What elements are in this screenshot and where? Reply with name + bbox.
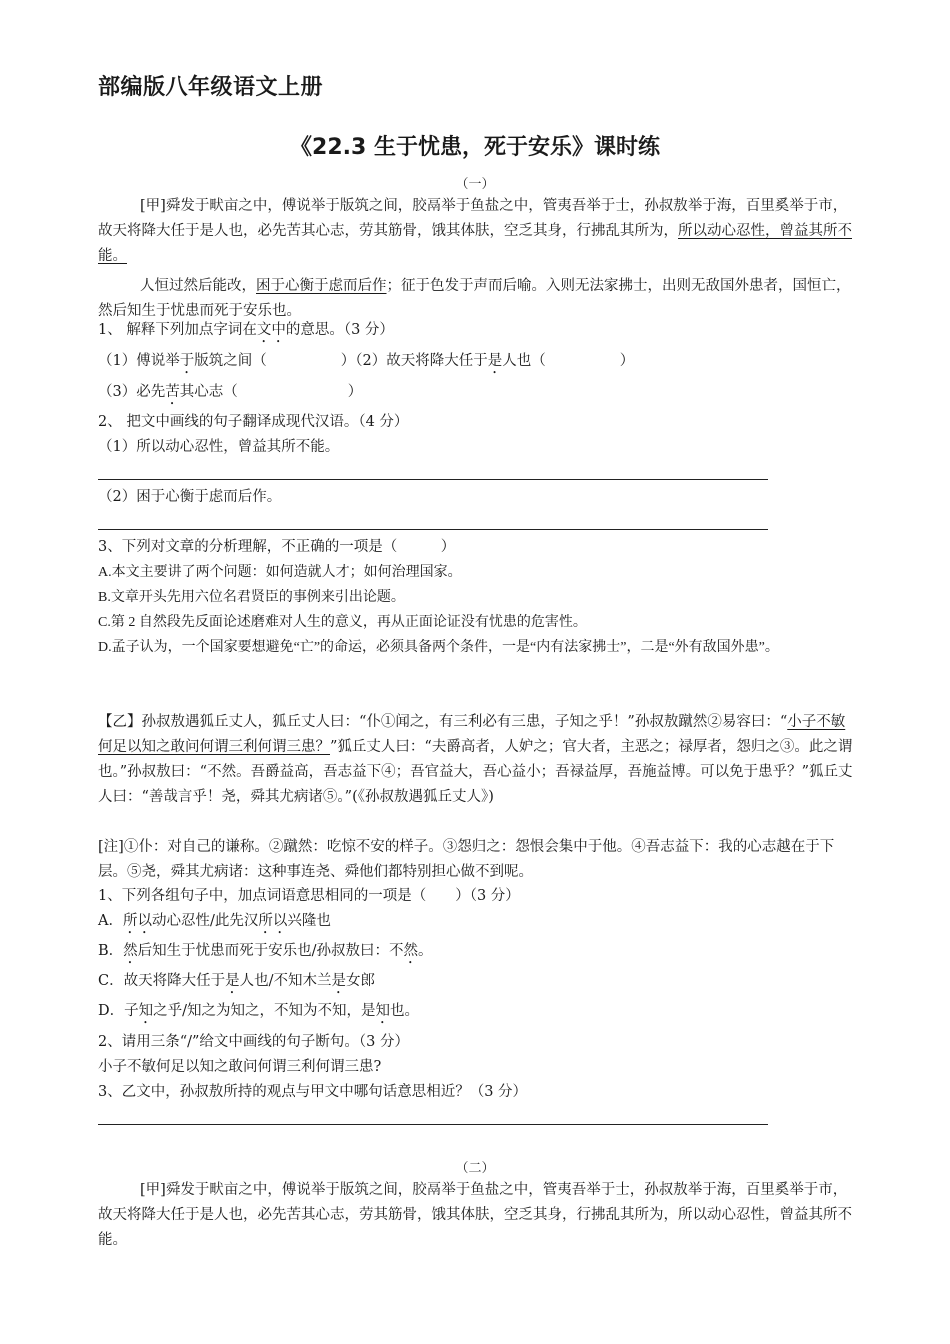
- yi-question-3-stem: 3、乙文中，孙叔敖所持的观点与甲文中哪句话意思相近？（3 分）: [98, 1084, 528, 1100]
- yi-question-2-sentence: 小子不敏何足以知之敢问何谓三利何谓三患?: [98, 1059, 382, 1075]
- underlined-sentence-1: 所以动心忍性，曾益其所不能。: [98, 223, 852, 264]
- question-3-option-b: B.文章开头先用六位名君贤臣的事例来引出论题。: [98, 590, 405, 605]
- passage-jia: [98, 194, 853, 324]
- yi-option-a: A．所以动心忍性/此先汉所以兴隆也: [98, 913, 331, 929]
- answer-line-3[interactable]: [98, 1124, 768, 1125]
- answer-line-1[interactable]: [98, 479, 768, 480]
- question-3-option-a: A.本文主要讲了两个问题：如何造就人才；如何治理国家。: [98, 565, 462, 580]
- answer-line-2[interactable]: [98, 529, 768, 530]
- yi-option-c: C．故天将降大任于是人也/不知木兰是女郎: [98, 973, 375, 989]
- question-2-item-2: （2）困于心衡于虑而后作。: [98, 489, 282, 505]
- lesson-title: 《22.3 生于忧患，死于安乐》课时练: [290, 135, 660, 160]
- underlined-sentence-yi: 小子不敏何足以知之敢问何谓三利何谓三患？: [98, 714, 846, 755]
- passage-yi: [98, 710, 853, 810]
- yi-question-1-stem: 1、下列各组句子中，加点词语意思相同的一项是（ ）（3 分）: [98, 888, 520, 904]
- question-3-stem: 3、下列对文章的分析理解，不正确的一项是（ ）: [98, 539, 456, 555]
- passage-text: [甲]舜发于畎亩之中，傅说举于版筑之间，胶鬲举于鱼盐之中，管夷吾举于士，孙叔敖举于海，百里奚举于市，故天将降大任于是人也，必先苦其心志，劳其筋骨，饿其体肤，空乏其身，行拂乱其所为，: [98, 198, 848, 239]
- passage-jia-paragraph-2: [98, 274, 853, 324]
- passage-text: ；征于色发于声而后喻。入则无法家拂士，出则无敌国外患者，国恒亡，然后知生于忧患而死于安乐也。: [98, 278, 851, 319]
- section-one-label: （一）: [455, 177, 495, 192]
- passage-yi-text: 【乙】孙叔敖遇狐丘丈人，狐丘丈人曰：“仆①闻之，有三利必有三患，子知之乎！”孙叔敖蹴然②易容曰：“小子不敏何足以知之敢问何谓三利何谓三患？”狐丘丈人曰：“夫爵高者，人妒之；官大者，主恶之；禄厚者，怨归之③。此之谓也。”孙叔敖曰：“不然。吾爵益高，吾志益下④；吾官益大，吾心益小；吾禄益厚，吾施益博。可以免于患乎？”狐丘丈人曰：“善哉言乎！尧，舜其尤病诸⑤。”(《孙叔敖遇狐丘丈人》): [98, 714, 853, 805]
- question-1-stem: 1、 解释下列加点字词在文中的意思。（3 分）: [98, 322, 394, 338]
- question-1-items-1-2: （1）傅说举于版筑之间（ ）（2）故天将降大任于是人也（ ）: [98, 353, 635, 369]
- passage-text: 人恒过然后能改，: [140, 278, 256, 294]
- question-3-option-c: C.第 2 自然段先反面论述磨难对人生的意义，再从正面论证没有忧患的危害性。: [98, 615, 587, 630]
- passage-jia-repeat-paragraph: [甲]舜发于畎亩之中，傅说举于版筑之间，胶鬲举于鱼盐之中，管夷吾举于士，孙叔敖举于海，百里奚举于市，故天将降大任于是人也，必先苦其心志，劳其筋骨，饿其体肤，空乏其身，行拂乱其所为，所以动心忍性，曾益其所不能。: [98, 1182, 852, 1248]
- question-2-item-1: （1）所以动心忍性，曾益其所不能。: [98, 439, 340, 455]
- yi-option-b: B．然后知生于忧患而死于安乐也/孙叔敖曰：不然。: [98, 943, 433, 959]
- passage-yi-notes: [注]①仆：对自己的谦称。②蹴然：吃惊不安的样子。③怨归之：怨恨会集中于他。④吾志益下：我的心志越在于下层。⑤尧，舜其尤病诸：这种事连尧、舜他们都特别担心做不到呢。: [98, 839, 835, 880]
- passage-jia-paragraph-1: [98, 194, 853, 269]
- question-2-stem: 2、 把文中画线的句子翻译成现代汉语。（4 分）: [98, 414, 409, 430]
- section-two-label: （二）: [455, 1161, 495, 1176]
- yi-option-d: D．子知之乎/知之为知之，不知为不知，是知也。: [98, 1003, 420, 1019]
- underlined-sentence-2: 困于心衡于虑而后作: [256, 278, 387, 294]
- yi-question-2-stem: 2、请用三条“/”给文中画线的句子断句。（3 分）: [98, 1034, 410, 1050]
- textbook-title: 部编版八年级语文上册: [98, 75, 324, 100]
- question-3-option-d: D.孟子认为，一个国家要想避免“亡”的命运，必须具备两个条件，一是“内有法家拂士”，二是“外有敌国外患”。: [98, 640, 779, 655]
- question-1-item-3: （3）必先苦其心志（ ）: [98, 384, 363, 400]
- passage-jia-repeat: [98, 1178, 853, 1253]
